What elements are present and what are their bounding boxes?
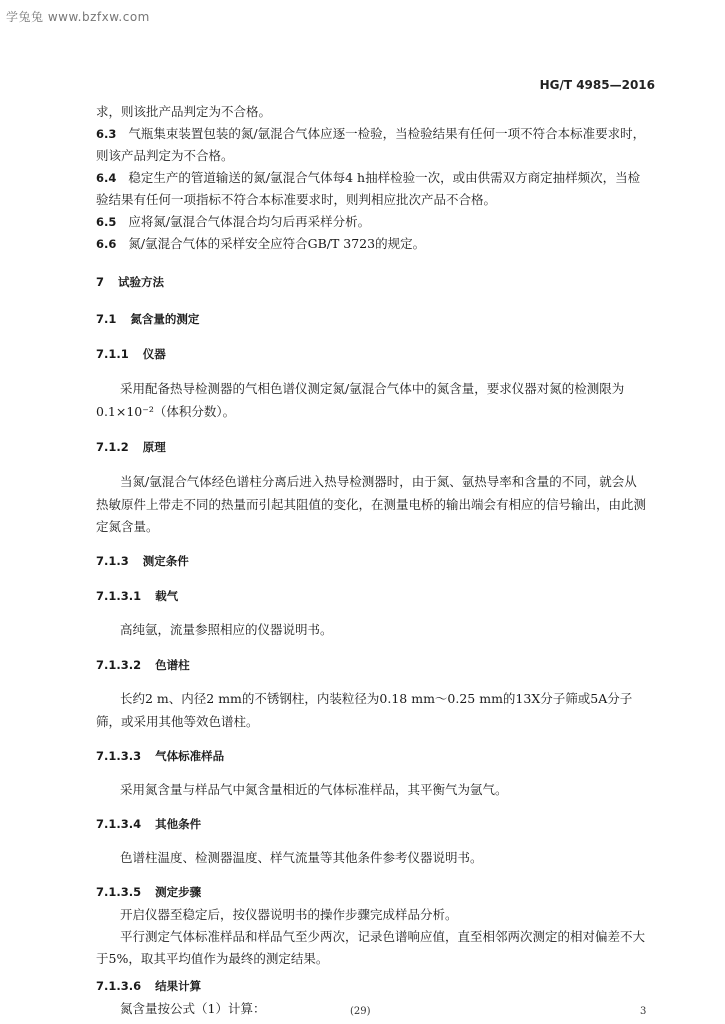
page-footer-center: (29): [350, 1006, 371, 1017]
watermark: 学兔兔 www.bzfxw.com: [6, 10, 150, 24]
clause-number: 6.3: [96, 127, 117, 141]
section-heading-7-1-3-1: 7.1.3.1 载气: [96, 589, 179, 603]
section-heading-7-1-1: 7.1.1 仪器: [96, 347, 166, 361]
text-line: 筛，或采用其他等效色谱柱。: [96, 714, 259, 729]
text-line: 开启仪器至稳定后，按仪器说明书的操作步骤完成样品分析。: [120, 907, 458, 922]
text-line: 长约2 m、内径2 mm的不锈钢柱，内装粒径为0.18 mm～0.25 mm的13X分子筛或5A分子: [120, 691, 633, 706]
text-line: 高纯氩，流量参照相应的仪器说明书。: [120, 622, 333, 637]
clause-6-6: 6.6 氮/氩混合气体的采样安全应符合GB/T 3723的规定。: [96, 233, 425, 255]
text-line: 0.1×10⁻²（体积分数）。: [96, 404, 236, 419]
text-line: 求，则该批产品判定为不合格。: [96, 104, 272, 119]
standard-number: HG/T 4985—2016: [539, 78, 655, 92]
text-line: 平行测定气体标准样品和样品气至少两次，记录色谱响应值，直至相邻两次测定的相对偏差不大: [120, 929, 646, 944]
section-heading-7-1-3-2: 7.1.3.2 色谱柱: [96, 658, 190, 672]
clause-number: 6.4: [96, 171, 117, 185]
clause-6-5: 6.5 应将氮/氩混合气体混合均匀后再采样分析。: [96, 211, 370, 233]
text-line: 则该产品判定为不合格。: [96, 148, 234, 163]
clause-6-3: 6.3 气瓶集束装置包装的氮/氩混合气体应逐一检验，当检验结果有任何一项不符合本标准要求时，: [96, 123, 645, 145]
section-heading-7-1-2: 7.1.2 原理: [96, 440, 166, 454]
text-line: 采用配备热导检测器的气相色谱仪测定氮/氩混合气体中的氮含量，要求仪器对氮的检测限为: [120, 381, 625, 396]
text-line: 于5%，取其平均值作为最终的测定结果。: [96, 951, 329, 966]
section-heading-7-1-3-6: 7.1.3.6 结果计算: [96, 979, 202, 993]
text-line: 当氮/氩混合气体经色谱柱分离后进入热导检测器时，由于氮、氩热导率和含量的不同，就会从: [120, 474, 637, 489]
text-line: 定氮含量。: [96, 519, 159, 534]
section-heading-7-1-3-4: 7.1.3.4 其他条件: [96, 817, 202, 831]
page-number: 3: [640, 1006, 647, 1017]
clause-6-4: 6.4 稳定生产的管道输送的氮/氩混合气体每4 h抽样检验一次，或由供需双方商定抽样频次，当检: [96, 167, 640, 189]
text-line: 热敏原件上带走不同的热量而引起其阻值的变化，在测量电桥的输出端会有相应的信号输出，由此测: [96, 497, 647, 512]
section-heading-7-1-3-3: 7.1.3.3 气体标准样品: [96, 749, 225, 763]
text-line: 氮含量按公式（1）计算：: [120, 1001, 266, 1016]
section-heading-7-1-3: 7.1.3 测定条件: [96, 554, 189, 568]
clause-number: 6.5: [96, 215, 117, 229]
text-line: 色谱柱温度、检测器温度、样气流量等其他条件参考仪器说明书。: [120, 850, 483, 865]
text-line: 采用氮含量与样品气中氮含量相近的气体标准样品，其平衡气为氩气。: [120, 782, 508, 797]
section-heading-7-1-3-5: 7.1.3.5 测定步骤: [96, 885, 202, 899]
text-line: 验结果有任何一项指标不符合本标准要求时，则判相应批次产品不合格。: [96, 192, 497, 207]
section-heading-7: 7 试验方法: [96, 275, 165, 289]
clause-number: 6.6: [96, 237, 117, 251]
section-heading-7-1: 7.1 氮含量的测定: [96, 312, 200, 326]
